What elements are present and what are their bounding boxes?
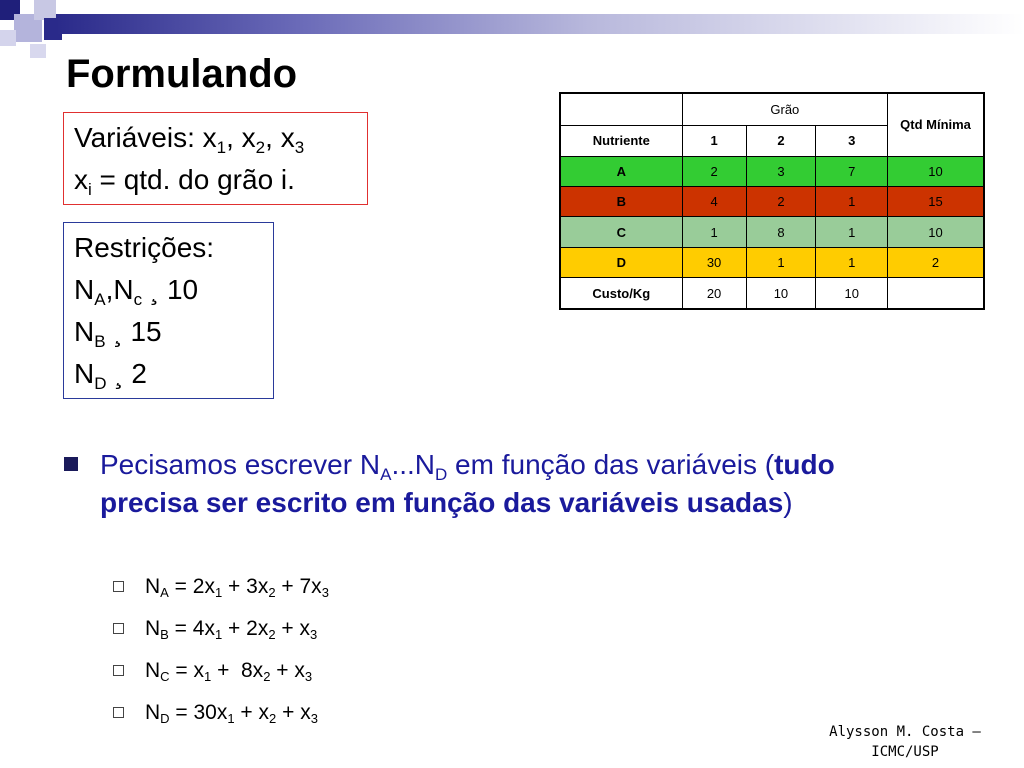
table-header-grain-col: 3: [816, 125, 888, 156]
table-cell: 30: [682, 247, 746, 277]
table-cell: 1: [816, 247, 888, 277]
row-label: D: [560, 247, 682, 277]
decor-square: [34, 0, 56, 20]
variables-line: Variáveis: $x_1$, $x_2$, $x_3$: [74, 122, 305, 157]
equation-item: [113, 656, 613, 698]
table-cell: 4: [682, 186, 746, 216]
hollow-square-bullet-icon: [113, 707, 124, 718]
equation-item: [113, 614, 613, 656]
equations-list: [113, 572, 613, 740]
table-cell: 20: [682, 278, 746, 309]
variable-definition-line: $x_i$ = qtd. do grão i.: [74, 164, 295, 199]
table-cell: 2: [888, 247, 984, 277]
table-cell: 1: [682, 217, 746, 247]
hollow-square-bullet-icon: [113, 623, 124, 634]
restrictions-heading: Restrições:: [74, 232, 215, 263]
table-cell: 1: [816, 186, 888, 216]
title-gradient-bar: [56, 14, 1024, 34]
table-cell: [560, 93, 682, 125]
table-cell: 10: [746, 278, 816, 309]
nutrient-table: [559, 92, 985, 310]
table-cell: 2: [682, 156, 746, 186]
equation-text: $N_D = 30x_1 + x_2 + x_3$: [145, 701, 318, 726]
row-label: C: [560, 217, 682, 247]
variables-box: [63, 112, 368, 205]
main-bullet-text: Pecisamos escrever $N_A...N_D$ em função das variáveis (tudo precisa ser escrito em função das variáveis usadas): [100, 449, 835, 518]
restrictions-box: [63, 222, 274, 399]
table-row: [560, 186, 984, 216]
equation-item: [113, 698, 613, 740]
row-label: Custo/Kg: [560, 278, 682, 309]
hollow-square-bullet-icon: [113, 665, 124, 676]
table-cell: [888, 278, 984, 309]
row-label: B: [560, 186, 682, 216]
table-header-grain-col: 2: [746, 125, 816, 156]
table-header-qtd: Qtd Mínima: [888, 93, 984, 156]
decor-square: [30, 44, 46, 58]
table-cell: 15: [888, 186, 984, 216]
slide-title: Formulando: [66, 52, 298, 96]
hollow-square-bullet-icon: [113, 581, 124, 592]
table-cell: 1: [816, 217, 888, 247]
decor-square: [0, 30, 16, 46]
table-cell: 3: [746, 156, 816, 186]
table-cell: 10: [888, 156, 984, 186]
table-row: [560, 247, 984, 277]
row-label: A: [560, 156, 682, 186]
table-cell: 10: [888, 217, 984, 247]
table-row: [560, 156, 984, 186]
table-header-grain: Grão: [682, 93, 887, 125]
footer-line: ICMC/USP: [871, 744, 939, 760]
table-cell: 10: [816, 278, 888, 309]
restriction-line: $N_A,N_c$ ¸ 10: [74, 274, 199, 309]
table-header-nutrient: Nutriente: [560, 125, 682, 156]
footer-author: [805, 722, 1005, 762]
table-cell: 1: [746, 247, 816, 277]
equation-item: [113, 572, 613, 614]
restriction-line: $N_B$ ¸ 15: [74, 316, 162, 351]
equation-text: $N_A = 2x_1 + 3x_2 + 7x_3$: [145, 575, 329, 600]
footer-line: Alysson M. Costa –: [829, 724, 981, 740]
table-cell: 8: [746, 217, 816, 247]
equation-text: $N_B = 4x_1 + 2x_2 + x_3$: [145, 617, 318, 642]
table-row: [560, 217, 984, 247]
table-row: [560, 278, 984, 309]
bullet-square-icon: [64, 457, 78, 471]
table-cell: 2: [746, 186, 816, 216]
restriction-line: $N_D$ ¸ 2: [74, 358, 147, 393]
equation-text: $N_C = x_1 + 8x_2 + x_3$: [145, 659, 313, 684]
table-header-grain-col: 1: [682, 125, 746, 156]
table-cell: 7: [816, 156, 888, 186]
